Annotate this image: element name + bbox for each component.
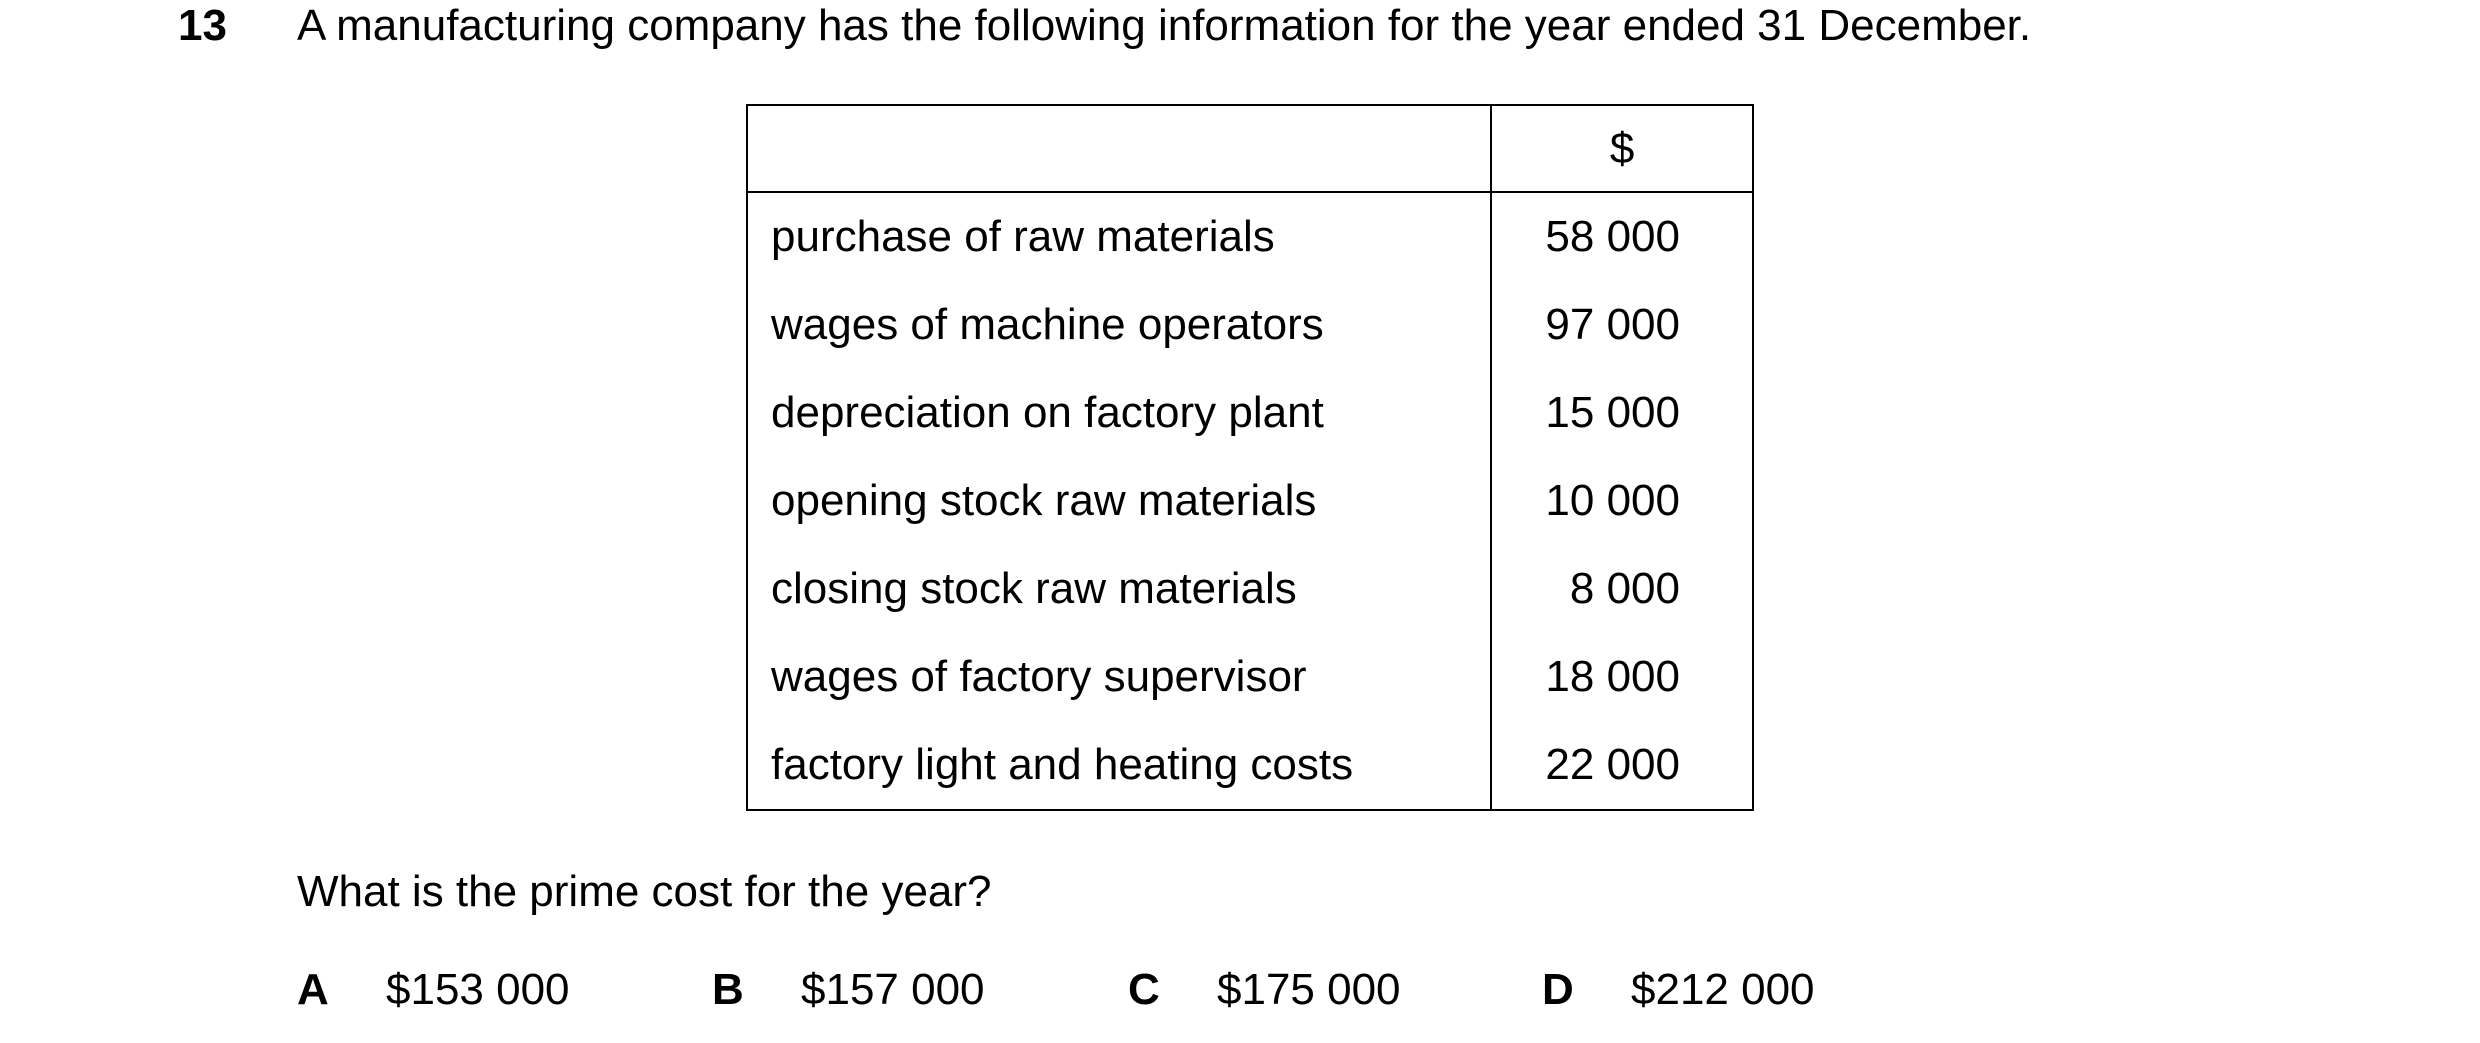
question-number: 13 [178,1,227,50]
row-amount: 10 000 [1545,476,1680,525]
option-a-letter[interactable]: A [297,965,329,1014]
row-label: closing stock raw materials [747,545,1491,633]
table-row [747,457,1753,545]
row-label: purchase of raw materials [747,192,1491,281]
table-row [747,281,1753,369]
table-row [747,545,1753,633]
option-b-letter[interactable]: B [712,965,744,1014]
row-label: depreciation on factory plant [747,369,1491,457]
table-row [747,633,1753,721]
option-c-value[interactable]: $175 000 [1217,965,1401,1014]
row-amount: 18 000 [1545,652,1680,701]
question-prompt: What is the prime cost for the year? [297,867,992,916]
row-amount: 15 000 [1545,388,1680,437]
table-row [747,369,1753,457]
option-d-value[interactable]: $212 000 [1631,965,1815,1014]
row-amount: 97 000 [1545,300,1680,349]
table-header-row [747,105,1753,192]
table-header-label [747,105,1491,192]
row-amount: 8 000 [1569,564,1680,613]
option-d-letter[interactable]: D [1542,965,1574,1014]
option-b-value[interactable]: $157 000 [801,965,985,1014]
table-row [747,192,1753,281]
cost-data-table [746,104,1754,811]
table-row [747,721,1753,810]
row-label: wages of machine operators [747,281,1491,369]
row-amount: 22 000 [1545,740,1680,789]
row-label: factory light and heating costs [747,721,1491,810]
question-stem: A manufacturing company has the following information for the year ended 31 December. [297,1,2032,50]
row-label: wages of factory supervisor [747,633,1491,721]
table-header-currency: $ [1491,105,1753,192]
row-amount: 58 000 [1545,212,1680,261]
answer-options [0,964,2480,1020]
option-c-letter[interactable]: C [1128,965,1160,1014]
option-a-value[interactable]: $153 000 [386,965,570,1014]
row-label: opening stock raw materials [747,457,1491,545]
